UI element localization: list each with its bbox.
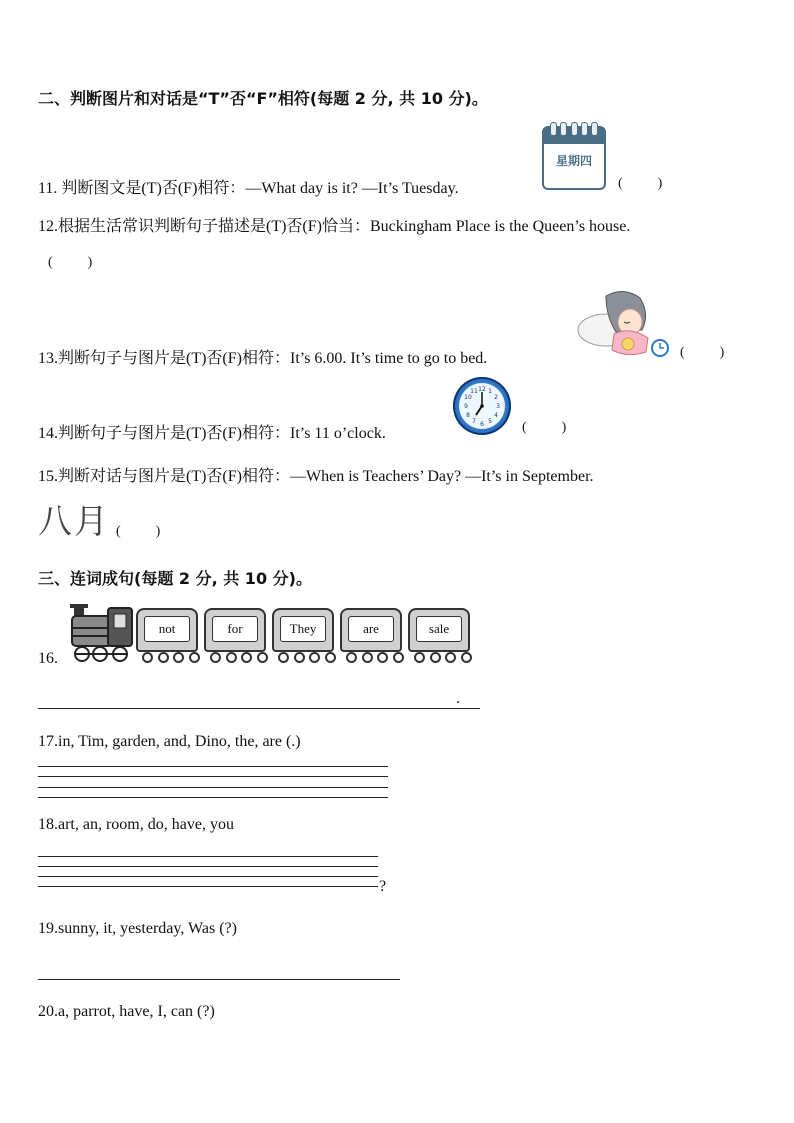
train-word-3: They <box>280 616 326 642</box>
question-11-text: 11. 判断图文是(T)否(F)相符：—What day is it? —It’s Tuesday. <box>38 180 459 197</box>
question-17-line-2[interactable] <box>38 776 388 777</box>
question-16-end-mark: . <box>456 690 460 707</box>
question-12-answer-blank[interactable]: ( ) <box>48 255 93 270</box>
train-car-2 <box>204 608 266 652</box>
question-15-answer-blank[interactable]: ( ) <box>116 524 161 539</box>
question-18-line-2[interactable] <box>38 866 378 867</box>
question-18-line-3[interactable] <box>38 876 378 877</box>
svg-text:7: 7 <box>472 418 476 425</box>
section-3-title: 三、连词成句(每题 2 分, 共 10 分)。 <box>38 569 312 588</box>
question-17-text: 17.in, Tim, garden, and, Dino, the, are (.) <box>38 733 301 750</box>
calendar-icon <box>542 126 606 190</box>
svg-text:9: 9 <box>464 403 468 410</box>
question-17-line-3[interactable] <box>38 787 388 788</box>
question-18-end-mark: ? <box>379 878 387 895</box>
calendar-label: 星期四 <box>555 154 592 168</box>
clock-icon <box>453 377 511 435</box>
train-car-3 <box>272 608 334 652</box>
month-image: 八月 <box>38 502 110 542</box>
question-13-answer-blank[interactable]: ( ) <box>680 345 725 360</box>
svg-text:3: 3 <box>496 403 500 410</box>
question-14-answer-blank[interactable]: ( ) <box>522 420 567 435</box>
train-car-4 <box>340 608 402 652</box>
question-16-number: 16. <box>38 650 58 667</box>
svg-text:12: 12 <box>478 386 486 393</box>
svg-text:8: 8 <box>466 412 470 419</box>
section-2-title: 二、判断图片和对话是“T”否“F”相符(每题 2 分, 共 10 分)。 <box>38 89 488 108</box>
question-11-answer-blank[interactable]: ( ) <box>618 176 663 191</box>
question-19-text: 19.sunny, it, yesterday, Was (?) <box>38 920 237 937</box>
question-20-text: 20.a, parrot, have, I, can (?) <box>38 1003 215 1020</box>
svg-text:4: 4 <box>494 412 498 419</box>
question-14-text: 14.判断句子与图片是(T)否(F)相符：It’s 11 o’clock. <box>38 425 386 442</box>
train-word-5: sale <box>416 616 462 642</box>
question-13-text: 13.判断句子与图片是(T)否(F)相符：It’s 6.00. It’s time to go to bed. <box>38 350 488 367</box>
question-16-answer-line[interactable] <box>38 708 480 709</box>
train-word-1: not <box>144 616 190 642</box>
question-19-answer-line[interactable] <box>38 979 400 980</box>
question-18-text: 18.art, an, room, do, have, you <box>38 816 234 833</box>
question-18-line-4[interactable] <box>38 886 378 887</box>
question-12-text: 12.根据生活常识判断句子描述是(T)否(F)恰当：Buckingham Place is the Queen’s house. <box>38 218 631 235</box>
question-15-text: 15.判断对话与图片是(T)否(F)相符：—When is Teachers’ Day? —It’s in September. <box>38 468 594 485</box>
train-car-5 <box>408 608 470 652</box>
svg-text:5: 5 <box>488 418 492 425</box>
train-word-2: for <box>212 616 258 642</box>
svg-text:6: 6 <box>480 421 484 428</box>
question-17-line-4[interactable] <box>38 797 388 798</box>
train-word-4: are <box>348 616 394 642</box>
train-engine-icon <box>68 604 136 666</box>
svg-text:11: 11 <box>470 388 478 395</box>
svg-text:1: 1 <box>488 388 492 395</box>
svg-text:10: 10 <box>464 394 472 401</box>
question-18-line-1[interactable] <box>38 856 378 857</box>
train-car-1 <box>136 608 198 652</box>
sleeping-girl-icon <box>576 286 676 362</box>
svg-text:2: 2 <box>494 394 498 401</box>
question-17-line-1[interactable] <box>38 766 388 767</box>
